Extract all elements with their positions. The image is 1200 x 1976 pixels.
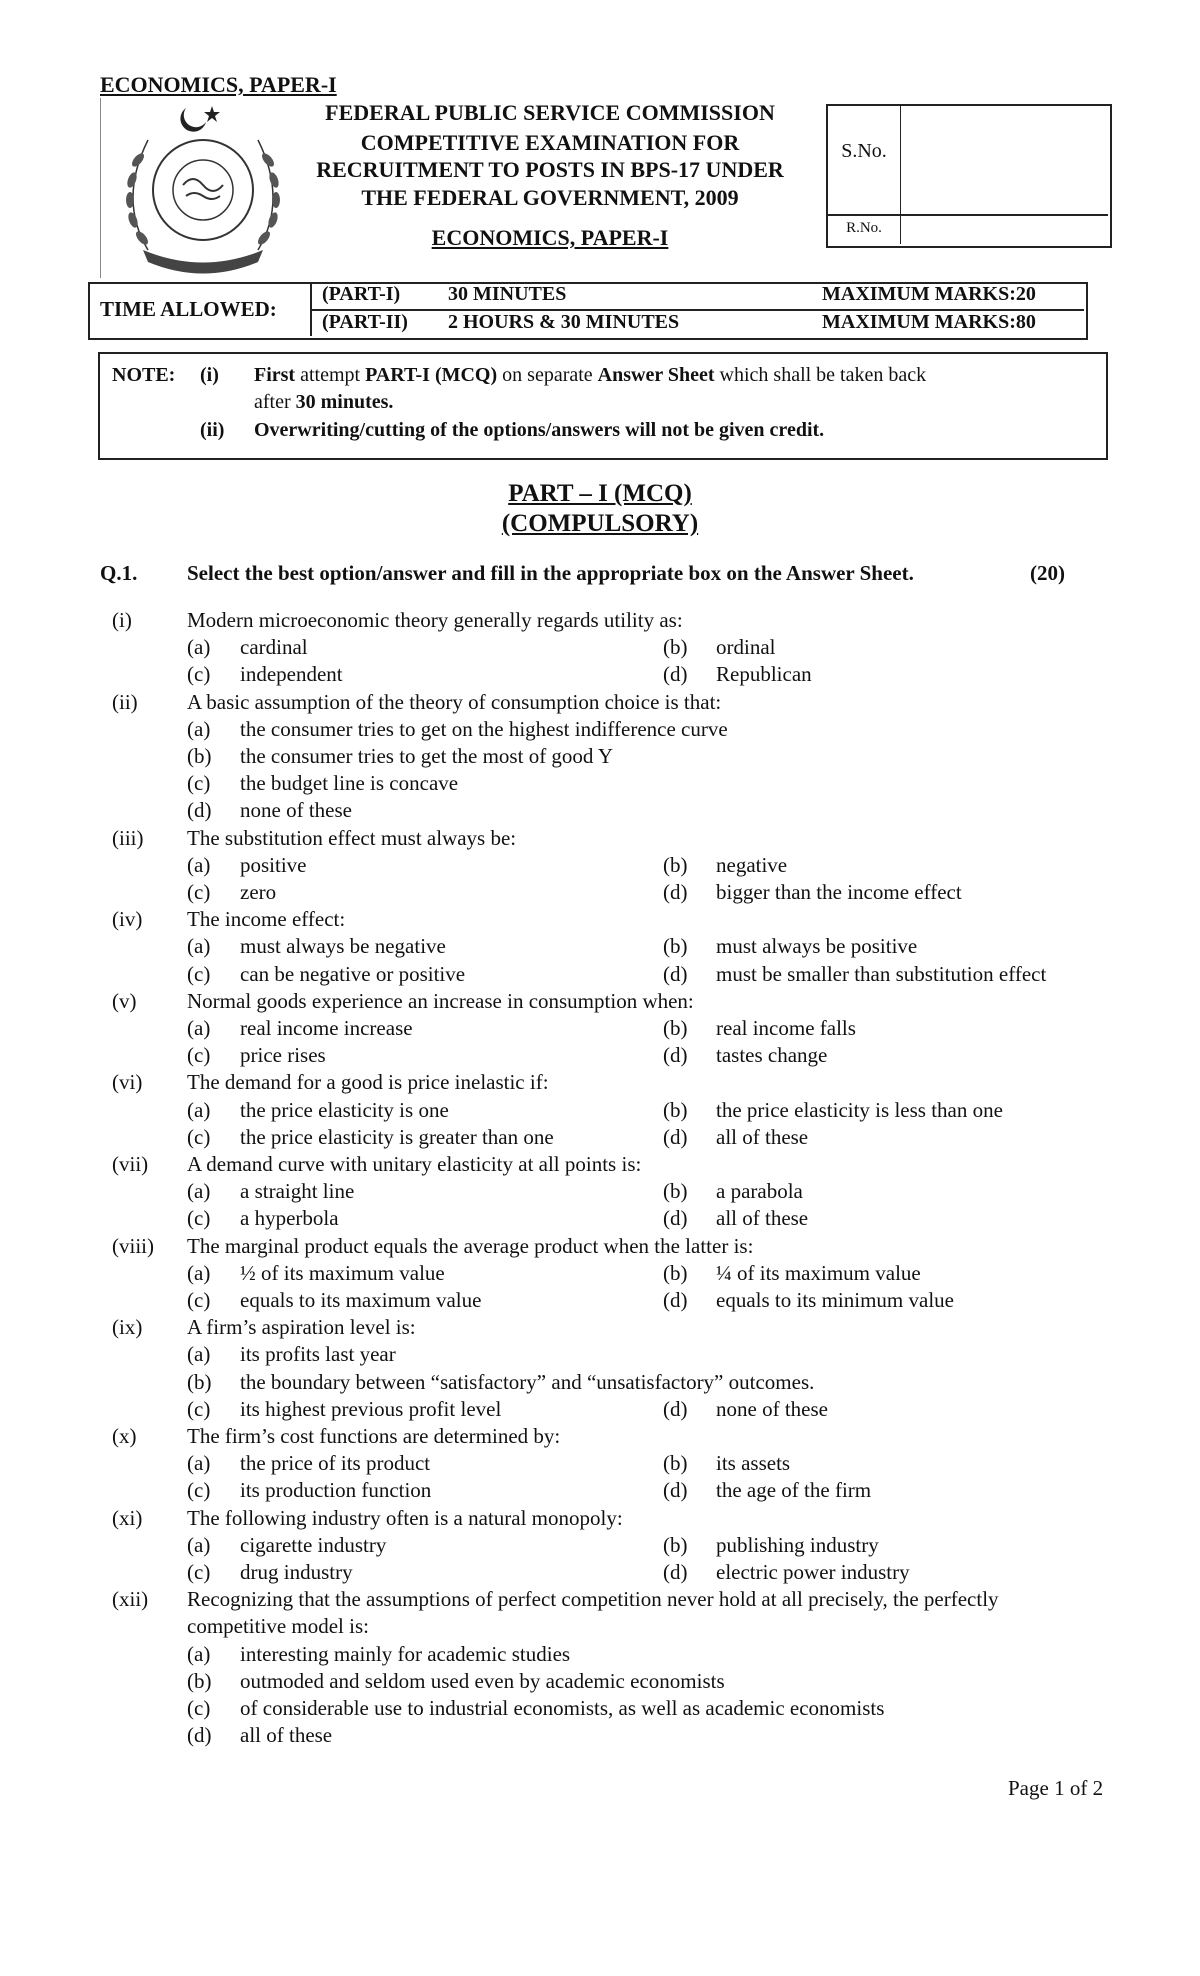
mcq-question-text: The marginal product equals the average product when the latter is: bbox=[187, 1233, 754, 1258]
header-line-2: COMPETITIVE EXAMINATION FOR bbox=[360, 130, 740, 155]
mcq-option-text: outmoded and seldom used even by academic economists bbox=[240, 1668, 725, 1693]
mcq-option-text: the price of its product bbox=[240, 1451, 431, 1476]
mcq-option-letter: (d) bbox=[663, 1478, 688, 1503]
mcq-option-letter: (b) bbox=[663, 1260, 688, 1285]
mcq-item-number: (ix) bbox=[112, 1315, 143, 1340]
mcq-option-letter: (c) bbox=[187, 880, 211, 904]
mcq-item-number: (v) bbox=[112, 988, 137, 1013]
mcq-option-letter: (c) bbox=[187, 662, 211, 687]
part1-label: (PART-I) bbox=[322, 283, 401, 305]
part-subtitle: (COMPULSORY) bbox=[501, 510, 699, 537]
part1-marks: MAXIMUM MARKS:20 bbox=[822, 283, 1036, 305]
mcq-option-text: tastes change bbox=[716, 1043, 828, 1068]
mcq-option-text: all of these bbox=[240, 1723, 333, 1748]
mcq-option-letter: (a) bbox=[187, 1342, 211, 1367]
mcq-option-text: real income falls bbox=[716, 1016, 856, 1040]
time-allowed-label: TIME ALLOWED: bbox=[100, 297, 277, 321]
mcq-option-letter: (a) bbox=[187, 1016, 211, 1040]
mcq-item-number: (vi) bbox=[112, 1070, 143, 1095]
mcq-option-letter: (b) bbox=[187, 744, 212, 768]
roll-number-label: R.No. bbox=[846, 220, 882, 236]
mcq-option-letter: (c) bbox=[187, 1124, 211, 1149]
mcq-option-letter: (d) bbox=[663, 880, 688, 904]
note-item-2-text: Overwriting/cutting of the options/answers will not be given credit. bbox=[254, 419, 825, 441]
mcq-option-letter: (c) bbox=[187, 1288, 211, 1312]
mcq-option-letter: (d) bbox=[663, 1124, 688, 1149]
mcq-option-text: all of these bbox=[716, 1124, 809, 1149]
mcq-option-letter: (d) bbox=[663, 1206, 688, 1231]
note-item-2-num: (ii) bbox=[200, 419, 225, 441]
mcq-question-text: competitive model is: bbox=[187, 1614, 369, 1639]
mcq-option-text: none of these bbox=[240, 798, 352, 823]
mcq-option-letter: (d) bbox=[187, 798, 212, 823]
mcq-question-text: Modern microeconomic theory generally regards utility as: bbox=[187, 608, 683, 632]
question-instruction: Select the best option/answer and fill in the appropriate box on the Answer Sheet. bbox=[187, 561, 914, 585]
mcq-option-text: none of these bbox=[716, 1396, 828, 1421]
mcq-option-text: ½ of its maximum value bbox=[240, 1260, 445, 1285]
mcq-question-text: The income effect: bbox=[187, 907, 346, 932]
mcq-option-text: the consumer tries to get the most of good Y bbox=[240, 744, 614, 768]
mcq-option-text: publishing industry bbox=[716, 1532, 879, 1557]
mcq-option-letter: (c) bbox=[187, 1043, 211, 1068]
mcq-item-number: (x) bbox=[112, 1424, 137, 1448]
mcq-item-number: (viii) bbox=[112, 1233, 154, 1258]
mcq-option-text: its profits last year bbox=[240, 1342, 396, 1367]
mcq-option-letter: (a) bbox=[187, 1179, 211, 1204]
mcq-option-text: real income increase bbox=[240, 1016, 413, 1040]
serial-number-label: S.No. bbox=[841, 140, 887, 162]
mcq-option-letter: (a) bbox=[187, 1641, 211, 1666]
mcq-option-letter: (a) bbox=[187, 1532, 211, 1557]
part-title: PART – I (MCQ) bbox=[508, 480, 692, 507]
part2-label: (PART-II) bbox=[322, 311, 408, 333]
mcq-option-text: must always be positive bbox=[716, 934, 918, 959]
mcq-option-text: ordinal bbox=[716, 635, 776, 660]
mcq-item-number: (xii) bbox=[112, 1587, 149, 1612]
mcq-option-letter: (c) bbox=[187, 1206, 211, 1231]
part2-marks: MAXIMUM MARKS:80 bbox=[822, 311, 1036, 333]
header-subtitle: ECONOMICS, PAPER-I bbox=[431, 225, 669, 250]
mcq-option-letter: (a) bbox=[187, 716, 211, 741]
mcq-question-text: The demand for a good is price inelastic if: bbox=[187, 1070, 549, 1095]
roll-number-column-divider bbox=[900, 104, 901, 244]
mcq-option-letter: (d) bbox=[663, 662, 688, 687]
question-marks: (20) bbox=[1030, 561, 1065, 585]
mcq-option-text: equals to its minimum value bbox=[716, 1288, 954, 1312]
mcq-option-letter: (b) bbox=[663, 1179, 688, 1204]
mcq-option-text: of considerable use to industrial economists, as well as academic economists bbox=[240, 1696, 885, 1720]
mcq-option-letter: (c) bbox=[187, 1696, 211, 1720]
mcq-option-letter: (b) bbox=[663, 1097, 688, 1122]
mcq-option-letter: (a) bbox=[187, 1260, 211, 1285]
mcq-question-text: A firm’s aspiration level is: bbox=[187, 1315, 416, 1340]
mcq-option-text: a hyperbola bbox=[240, 1206, 339, 1231]
mcq-item-number: (xi) bbox=[112, 1505, 143, 1530]
note-item-1-text-cont: after 30 minutes. bbox=[254, 391, 394, 413]
mcq-item-number: (iv) bbox=[112, 907, 143, 932]
mcq-item-number: (ii) bbox=[112, 689, 138, 714]
mcq-option-letter: (c) bbox=[187, 1396, 211, 1421]
part2-duration: 2 HOURS & 30 MINUTES bbox=[448, 311, 680, 333]
mcq-option-letter: (b) bbox=[663, 1451, 688, 1476]
mcq-option-text: the price elasticity is greater than one bbox=[240, 1124, 554, 1149]
mcq-question-text: A demand curve with unitary elasticity at all points is: bbox=[187, 1152, 642, 1176]
note-label: NOTE: bbox=[112, 364, 176, 386]
fpsc-emblem-logo bbox=[108, 100, 298, 275]
mcq-option-text: its assets bbox=[716, 1451, 791, 1476]
mcq-question-text: Recognizing that the assumptions of perfect competition never hold at all precisely, the perfectly bbox=[187, 1587, 999, 1612]
mcq-option-text: a parabola bbox=[716, 1179, 803, 1204]
mcq-option-text: interesting mainly for academic studies bbox=[240, 1641, 571, 1666]
header-line-1: FEDERAL PUBLIC SERVICE COMMISSION bbox=[325, 100, 775, 125]
mcq-option-letter: (d) bbox=[187, 1723, 212, 1748]
mcq-option-letter: (a) bbox=[187, 852, 211, 877]
mcq-option-letter: (d) bbox=[663, 1560, 688, 1584]
mcq-option-letter: (b) bbox=[187, 1668, 212, 1693]
mcq-option-text: a straight line bbox=[240, 1179, 355, 1204]
note-item-1-num: (i) bbox=[200, 364, 219, 386]
mcq-option-letter: (b) bbox=[663, 934, 688, 959]
mcq-option-letter: (b) bbox=[663, 1532, 688, 1557]
mcq-option-letter: (b) bbox=[187, 1369, 212, 1394]
mcq-option-letter: (c) bbox=[187, 1560, 211, 1584]
mcq-option-text: ¼ of its maximum value bbox=[716, 1260, 921, 1285]
part1-duration: 30 MINUTES bbox=[448, 283, 567, 305]
mcq-option-letter: (b) bbox=[663, 1016, 688, 1040]
mcq-option-letter: (b) bbox=[663, 852, 688, 877]
mcq-option-text: the boundary between “satisfactory” and “unsatisfactory” outcomes. bbox=[240, 1369, 815, 1394]
mcq-question-text: A basic assumption of the theory of consumption choice is that: bbox=[187, 689, 722, 714]
mcq-option-text: must be smaller than substitution effect bbox=[716, 961, 1047, 986]
mcq-option-letter: (a) bbox=[187, 635, 211, 660]
mcq-option-text: the consumer tries to get on the highest indifference curve bbox=[240, 716, 728, 741]
mcq-option-text: can be negative or positive bbox=[240, 961, 466, 986]
mcq-item-number: (vii) bbox=[112, 1152, 149, 1176]
mcq-option-letter: (a) bbox=[187, 934, 211, 959]
mcq-question-text: The firm’s cost functions are determined by: bbox=[187, 1424, 561, 1448]
mcq-option-text: its production function bbox=[240, 1478, 432, 1503]
page-number: Page 1 of 2 bbox=[1008, 1776, 1104, 1800]
mcq-item-number: (iii) bbox=[112, 825, 144, 850]
mcq-option-text: the price elasticity is less than one bbox=[716, 1097, 1003, 1122]
header-line-3: RECRUITMENT TO POSTS IN BPS-17 UNDER bbox=[316, 157, 784, 182]
mcq-question-text: The following industry often is a natural monopoly: bbox=[187, 1505, 623, 1530]
mcq-option-letter: (b) bbox=[663, 635, 688, 660]
mcq-option-text: price rises bbox=[240, 1043, 326, 1068]
mcq-question-text: The substitution effect must always be: bbox=[187, 825, 517, 850]
mcq-option-text: cigarette industry bbox=[240, 1532, 387, 1557]
mcq-option-letter: (d) bbox=[663, 1396, 688, 1421]
mcq-option-letter: (d) bbox=[663, 961, 688, 986]
header-line-4: THE FEDERAL GOVERNMENT, 2009 bbox=[361, 185, 739, 210]
note-item-1-text: First attempt PART-I (MCQ) on separate Answer Sheet which shall be taken back bbox=[254, 364, 927, 386]
mcq-option-text: independent bbox=[240, 662, 343, 687]
mcq-option-text: electric power industry bbox=[716, 1560, 910, 1584]
mcq-option-text: drug industry bbox=[240, 1560, 353, 1584]
mcq-option-letter: (d) bbox=[663, 1288, 688, 1312]
roll-number-divider bbox=[826, 214, 1108, 216]
mcq-option-text: Republican bbox=[716, 662, 812, 687]
mcq-option-text: the age of the firm bbox=[716, 1478, 872, 1503]
mcq-option-text: the price elasticity is one bbox=[240, 1097, 449, 1122]
mcq-option-text: all of these bbox=[716, 1206, 809, 1231]
mcq-option-letter: (c) bbox=[187, 771, 211, 796]
mcq-option-text: cardinal bbox=[240, 635, 308, 660]
mcq-item-number: (i) bbox=[112, 608, 132, 632]
mcq-option-letter: (d) bbox=[663, 1043, 688, 1068]
top-title: ECONOMICS, PAPER-I bbox=[100, 72, 337, 97]
mcq-option-letter: (c) bbox=[187, 961, 211, 986]
mcq-question-text: Normal goods experience an increase in consumption when: bbox=[187, 988, 694, 1013]
mcq-option-letter: (c) bbox=[187, 1478, 211, 1503]
mcq-option-text: positive bbox=[240, 852, 307, 877]
mcq-option-letter: (a) bbox=[187, 1451, 211, 1476]
mcq-option-text: equals to its maximum value bbox=[240, 1288, 482, 1312]
mcq-option-text: negative bbox=[716, 852, 788, 877]
mcq-option-text: its highest previous profit level bbox=[240, 1396, 502, 1421]
mcq-option-text: must always be negative bbox=[240, 934, 446, 959]
mcq-option-letter: (a) bbox=[187, 1097, 211, 1122]
mcq-option-text: bigger than the income effect bbox=[716, 880, 962, 904]
question-number: Q.1. bbox=[100, 561, 138, 585]
mcq-option-text: the budget line is concave bbox=[240, 771, 459, 796]
mcq-option-text: zero bbox=[240, 880, 277, 904]
